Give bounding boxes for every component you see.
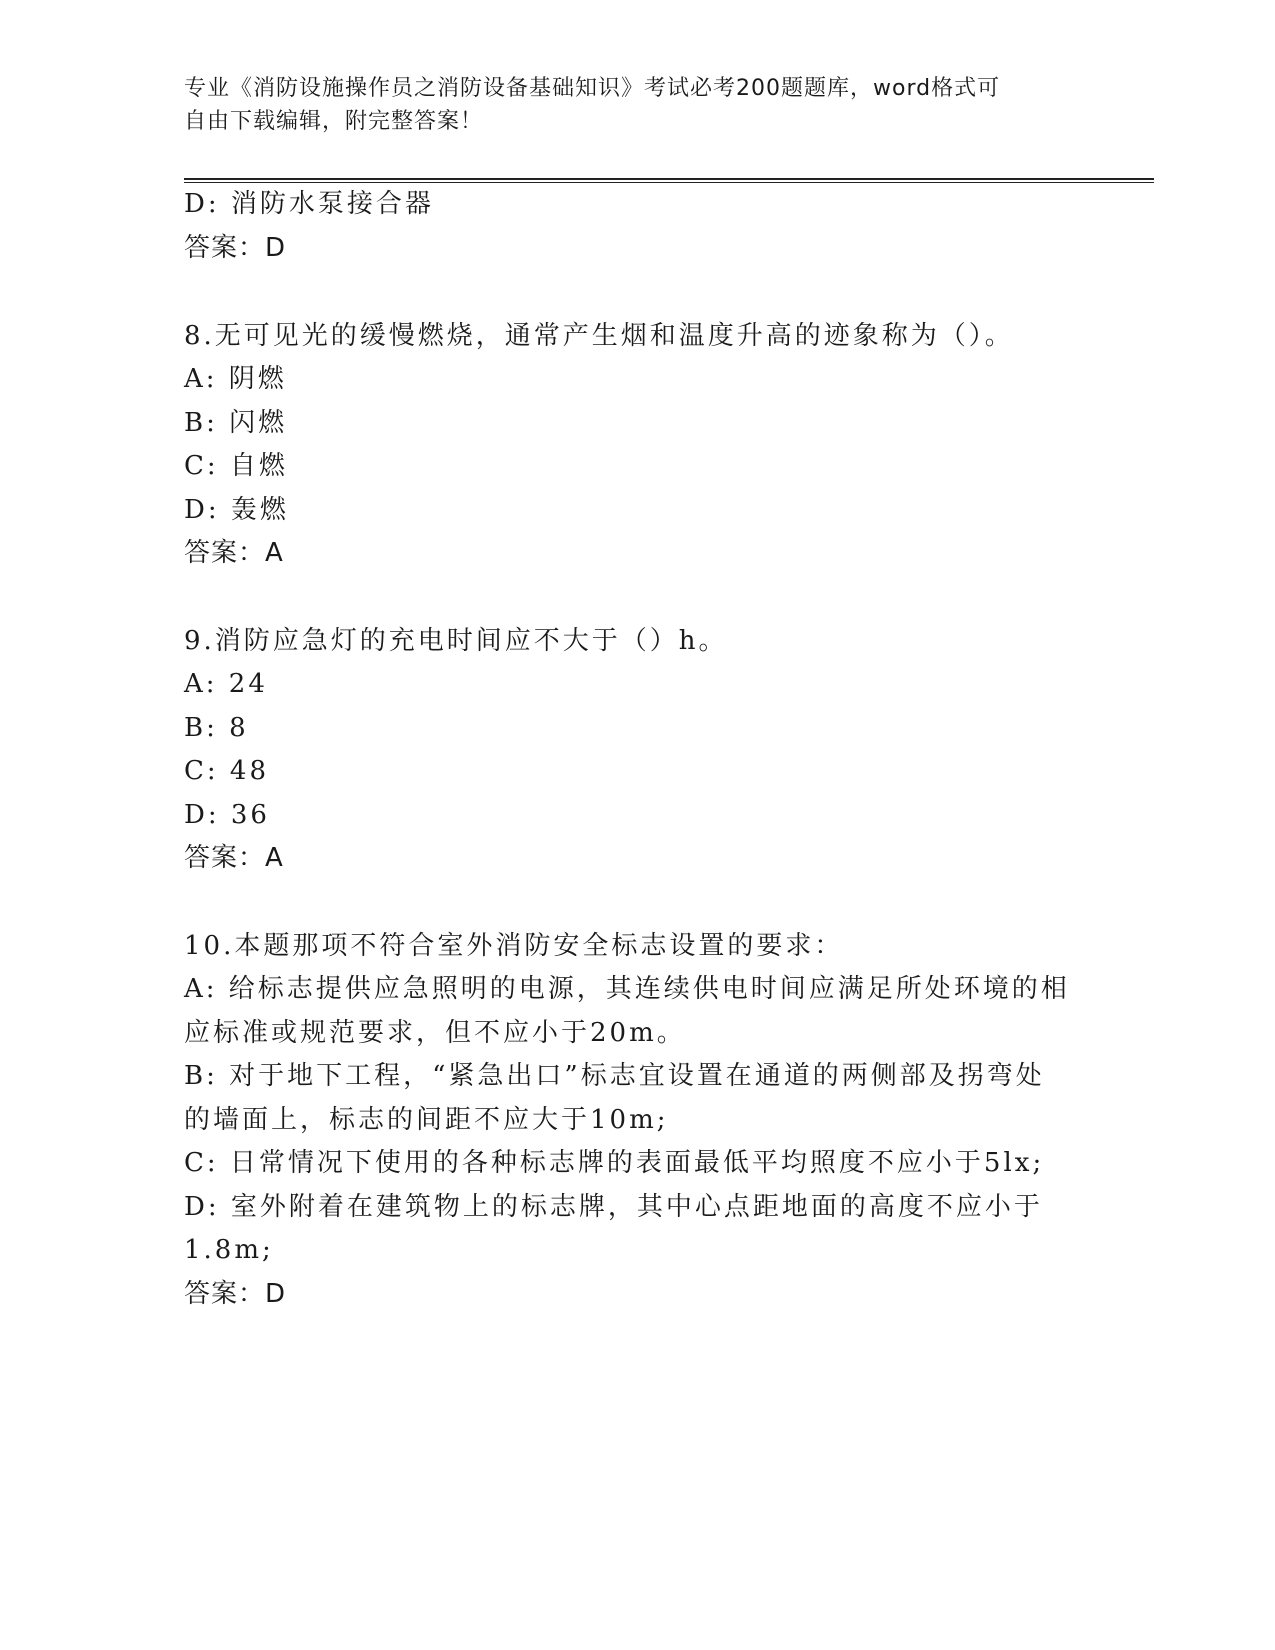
q7-option-d: D: 消防水泵接合器 (184, 189, 434, 219)
q9-option-a: A: 24 (184, 669, 268, 699)
q10-option-b-line-1: B: 对于地下工程，“紧急出口”标志宜设置在通道的两侧部及拐弯处 (184, 1061, 1045, 1091)
q10-option-b-line-2: 的墙面上，标志的间距不应大于10m; (184, 1105, 669, 1135)
q10-option-a-line-2: 应标准或规范要求，但不应小于20m。 (184, 1018, 686, 1048)
q9-question: 9.消防应急灯的充电时间应不大于（）h。 (184, 626, 728, 656)
q7-answer: 答案：D (184, 233, 287, 263)
q8-question: 8.无可见光的缓慢燃烧，通常产生烟和温度升高的迹象称为（）。 (184, 321, 1014, 351)
q9-option-b: B: 8 (184, 713, 249, 743)
q8-option-a: A: 阴燃 (184, 364, 287, 394)
header-title-line-2: 自由下载编辑，附完整答案！ (184, 109, 484, 134)
q10-option-a-line-1: A: 给标志提供应急照明的电源，其连续供电时间应满足所处环境的相 (184, 974, 1070, 1004)
q10-option-d-line-2: 1.8m; (184, 1235, 274, 1265)
q10-option-c: C: 日常情况下使用的各种标志牌的表面最低平均照度不应小于5lx; (184, 1148, 1045, 1178)
q9-option-d: D: 36 (184, 800, 270, 830)
q8-option-c: C: 自燃 (184, 451, 288, 481)
q8-option-b: B: 闪燃 (184, 408, 288, 438)
q10-answer: 答案：D (184, 1279, 287, 1309)
q10-option-d-line-1: D: 室外附着在建筑物上的标志牌，其中心点距地面的高度不应小于 (184, 1192, 1043, 1222)
header-divider (184, 178, 1154, 183)
q8-answer: 答案：A (184, 538, 284, 568)
q9-option-c: C: 48 (184, 756, 270, 786)
page-header (184, 72, 1064, 138)
q10-question: 10.本题那项不符合室外消防安全标志设置的要求： (184, 931, 844, 961)
header-title-line-1: 专业《消防设施操作员之消防设备基础知识》考试必考200题题库，word格式可 (184, 76, 1001, 101)
q9-answer: 答案：A (184, 843, 284, 873)
q8-option-d: D: 轰燃 (184, 495, 289, 525)
